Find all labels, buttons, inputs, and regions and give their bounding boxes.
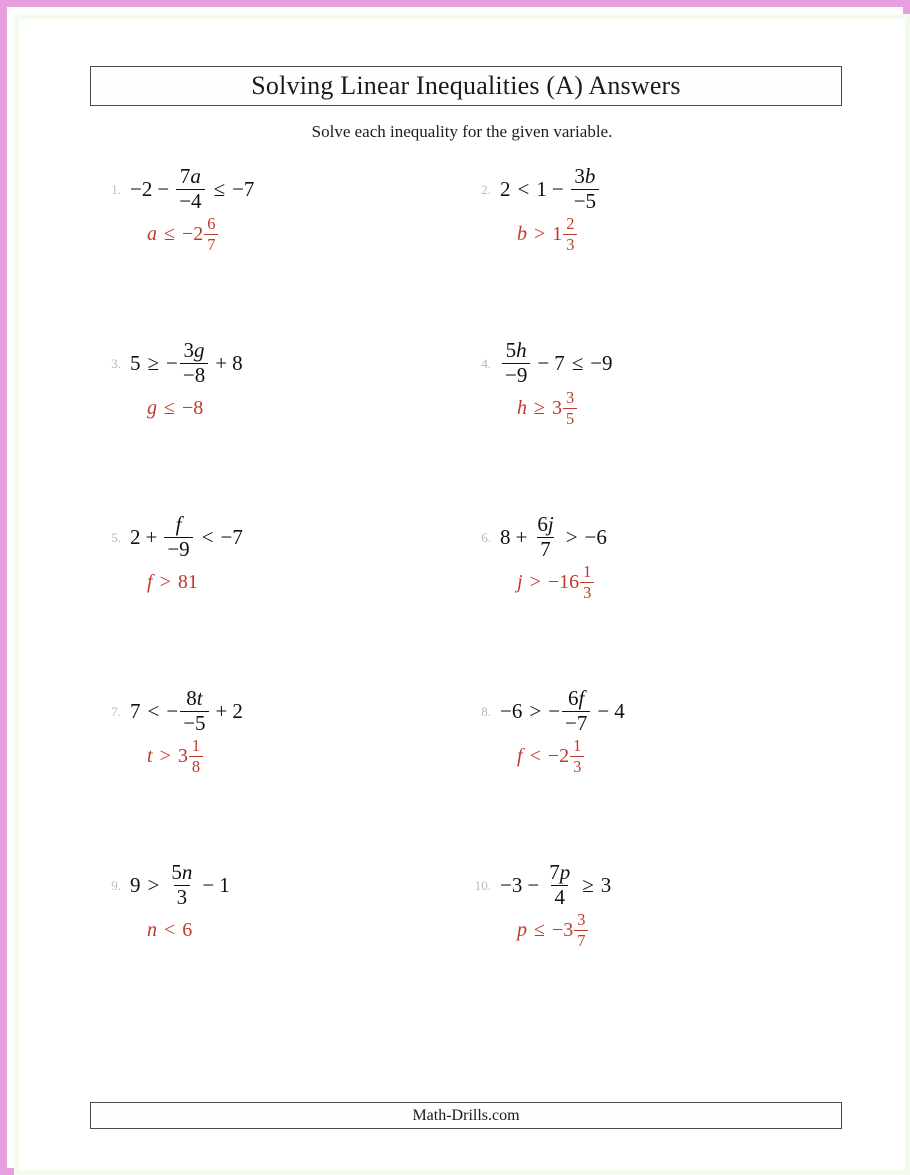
fraction <box>580 563 594 600</box>
title-box <box>90 66 842 106</box>
variable: f <box>147 570 153 593</box>
fraction-numerator: 2 <box>566 214 575 234</box>
problem-number: 9. <box>111 877 121 893</box>
problem-9 <box>87 859 457 953</box>
term: 7 <box>130 698 141 723</box>
relation: > <box>534 222 546 245</box>
variable: b <box>584 163 596 188</box>
expression <box>130 511 243 561</box>
fraction-numerator <box>565 685 587 711</box>
problem-number: 4. <box>481 355 491 371</box>
problem-answer <box>87 907 457 953</box>
problem-number: 3. <box>111 355 121 371</box>
problem-8 <box>457 685 827 779</box>
fraction-denominator: 3 <box>563 234 577 253</box>
whole-part: −3 <box>551 918 574 941</box>
fraction-denominator: −9 <box>164 537 192 561</box>
negated-fraction <box>548 685 592 735</box>
problem-row <box>19 685 905 863</box>
whole-part: −16 <box>547 570 580 593</box>
variable: p <box>559 859 571 884</box>
term: −7 <box>220 524 243 549</box>
variable: a <box>190 163 201 188</box>
footer-attribution: Math-Drills.com <box>412 1106 520 1124</box>
problem-question <box>457 859 827 909</box>
term: 1 <box>219 872 230 897</box>
relation: > <box>159 570 171 593</box>
relation: ≤ <box>164 396 175 419</box>
coefficient: 3 <box>183 337 195 362</box>
fraction <box>563 215 577 252</box>
operator: + <box>145 524 158 549</box>
term: −7 <box>232 176 255 201</box>
fraction-numerator: 1 <box>583 562 592 582</box>
problem-1 <box>87 163 457 257</box>
problem-question <box>457 337 827 387</box>
fraction <box>189 737 203 774</box>
problem-number: 5. <box>111 529 121 545</box>
problem-7 <box>87 685 457 779</box>
problem-3 <box>87 337 457 431</box>
answer-expression <box>517 563 596 600</box>
fraction <box>571 163 599 213</box>
variable: j <box>547 511 554 536</box>
coefficient: 7 <box>549 859 560 884</box>
problem-question <box>87 163 457 213</box>
problem-row <box>19 859 905 1037</box>
fraction <box>164 511 192 561</box>
term: 5 <box>130 350 141 375</box>
negative-sign: − <box>166 698 179 723</box>
variable: j <box>517 570 523 593</box>
fraction-numerator <box>177 163 204 189</box>
variable: a <box>147 222 157 245</box>
fraction-denominator: −4 <box>176 189 204 213</box>
fraction-denominator: 7 <box>204 234 218 253</box>
problem-row <box>19 337 905 515</box>
problem-answer <box>457 559 827 605</box>
operator: + <box>215 350 228 375</box>
term: 2 <box>232 698 243 723</box>
mixed-number <box>548 563 596 600</box>
variable: n <box>147 918 157 941</box>
fraction <box>562 685 590 735</box>
problem-question <box>87 685 457 735</box>
variable: f <box>517 744 523 767</box>
expression <box>500 859 612 909</box>
term: −9 <box>590 350 613 375</box>
problem-answer <box>457 385 827 431</box>
problem-answer <box>87 211 457 257</box>
fraction-denominator: −7 <box>562 711 590 735</box>
term: 7 <box>554 350 565 375</box>
fraction <box>180 337 208 387</box>
negative-sign: − <box>548 698 561 723</box>
operator: − <box>202 872 215 897</box>
whole-part: 3 <box>177 744 188 767</box>
expression <box>130 163 255 213</box>
problem-answer <box>87 733 457 779</box>
problems-grid <box>19 163 905 1037</box>
answer-expression <box>147 571 198 594</box>
relation: < <box>147 698 160 723</box>
problem-question <box>87 511 457 561</box>
problem-row <box>19 163 905 341</box>
term: 2 <box>130 524 141 549</box>
answer-expression <box>517 737 586 774</box>
coefficient: 6 <box>537 511 548 536</box>
fraction-numerator <box>534 511 556 537</box>
relation: ≥ <box>534 396 545 419</box>
answer-expression <box>147 737 205 774</box>
negative-sign: − <box>166 350 178 375</box>
term: 4 <box>614 698 625 723</box>
relation: ≤ <box>571 350 584 375</box>
fraction <box>546 859 573 909</box>
expression <box>500 163 601 213</box>
fraction-numerator: f <box>175 511 182 536</box>
fraction-numerator: 3 <box>565 388 575 408</box>
page-title: Solving Linear Inequalities (A) Answers <box>251 71 681 100</box>
fraction-numerator <box>571 163 598 189</box>
term: 1 <box>536 176 547 201</box>
mixed-number <box>182 215 220 252</box>
problem-answer <box>87 559 457 605</box>
operator: − <box>597 698 610 723</box>
whole-part: −2 <box>181 222 204 245</box>
relation: > <box>529 698 542 723</box>
term: 9 <box>130 872 141 897</box>
problem-number: 1. <box>111 181 121 197</box>
problem-question <box>457 511 827 561</box>
problem-question <box>87 337 457 387</box>
term: 8 <box>500 524 511 549</box>
relation: < <box>201 524 214 549</box>
fraction-denominator: −5 <box>180 711 208 735</box>
problem-6 <box>457 511 827 605</box>
problem-answer <box>87 385 457 431</box>
expression <box>500 511 607 561</box>
mixed-number <box>178 737 205 774</box>
operator: + <box>215 698 228 723</box>
problem-number: 10. <box>474 877 491 893</box>
whole-part: −8 <box>181 396 204 419</box>
problem-2 <box>457 163 827 257</box>
negated-fraction <box>166 685 210 735</box>
relation: ≤ <box>534 918 545 941</box>
problem-5 <box>87 511 457 605</box>
fraction <box>176 163 204 213</box>
variable: n <box>181 859 193 884</box>
variable: h <box>517 396 527 419</box>
problem-question <box>87 859 457 909</box>
operator: − <box>527 872 540 897</box>
fraction-numerator <box>503 337 530 363</box>
fraction-denominator: 3 <box>174 885 191 909</box>
fraction <box>534 511 556 561</box>
variable: h <box>516 337 527 362</box>
fraction-denominator: 8 <box>189 756 203 775</box>
fraction <box>168 859 195 909</box>
operator: − <box>551 176 564 201</box>
fraction-denominator: −9 <box>502 363 530 387</box>
fraction-numerator <box>181 337 208 363</box>
problem-number: 7. <box>111 703 121 719</box>
problem-answer <box>457 733 827 779</box>
fraction-denominator: −8 <box>180 363 208 387</box>
problem-question <box>457 163 827 213</box>
mixed-number <box>552 911 590 948</box>
fraction <box>502 337 530 387</box>
problem-number: 8. <box>481 703 491 719</box>
fraction-denominator: 7 <box>574 930 588 949</box>
fraction-denominator: 3 <box>580 582 594 601</box>
footer-box <box>90 1102 842 1129</box>
variable: f <box>578 685 585 710</box>
relation: < <box>529 744 541 767</box>
relation: ≤ <box>213 176 226 201</box>
fraction-numerator: 6 <box>207 214 216 234</box>
operator: + <box>515 524 528 549</box>
fraction-numerator: 3 <box>577 910 586 930</box>
negated-fraction <box>166 337 210 387</box>
variable: p <box>517 918 527 941</box>
problem-row <box>19 511 905 689</box>
expression <box>130 859 230 909</box>
whole-part: 3 <box>551 396 562 419</box>
relation: < <box>517 176 530 201</box>
coefficient: 6 <box>568 685 579 710</box>
fraction-numerator: 1 <box>573 736 582 756</box>
expression <box>130 685 243 735</box>
problem-number: 6. <box>481 529 491 545</box>
fraction <box>180 685 208 735</box>
expression <box>130 337 243 387</box>
instructions: Solve each inequality for the given variable. <box>311 122 613 141</box>
operator: − <box>537 350 550 375</box>
expression <box>500 685 625 735</box>
relation: < <box>164 918 176 941</box>
fraction-denominator: 3 <box>570 756 584 775</box>
mixed-number <box>548 737 586 774</box>
variable: g <box>147 396 157 419</box>
relation: ≥ <box>582 872 594 897</box>
fraction-denominator: 5 <box>563 408 577 427</box>
fraction <box>574 911 588 948</box>
fraction-numerator <box>183 685 205 711</box>
coefficient: 8 <box>186 685 197 710</box>
fraction <box>563 389 577 426</box>
coefficient: 3 <box>574 163 585 188</box>
term: 2 <box>500 176 511 201</box>
coefficient: 5 <box>505 337 517 362</box>
whole-part: 81 <box>177 570 198 593</box>
fraction <box>204 215 218 252</box>
mixed-number <box>552 215 579 252</box>
fraction-denominator: 7 <box>537 537 554 561</box>
term: −3 <box>500 872 523 897</box>
term: −6 <box>584 524 607 549</box>
problem-number: 2. <box>481 181 491 197</box>
whole-part: 1 <box>552 222 563 245</box>
variable: t <box>196 685 203 710</box>
fraction-denominator: −5 <box>571 189 599 213</box>
term: 8 <box>232 350 243 375</box>
term: 3 <box>600 872 612 897</box>
relation: ≤ <box>164 222 175 245</box>
problem-answer <box>457 211 827 257</box>
fraction-numerator <box>546 859 573 885</box>
answer-expression <box>147 215 220 252</box>
problem-question <box>457 685 827 735</box>
relation: > <box>147 872 160 897</box>
worksheet-sheet <box>19 19 905 1170</box>
problem-10 <box>457 859 827 953</box>
variable: g <box>194 337 205 362</box>
term: −2 <box>130 176 153 201</box>
variable: t <box>147 744 153 767</box>
term: −6 <box>500 698 523 723</box>
fraction <box>570 737 584 774</box>
relation: > <box>529 570 541 593</box>
fraction-denominator: 4 <box>551 885 568 909</box>
relation: > <box>159 744 171 767</box>
whole-part: −2 <box>547 744 570 767</box>
answer-expression <box>517 389 579 426</box>
answer-expression <box>517 215 579 252</box>
answer-expression <box>517 911 590 948</box>
mixed-number <box>552 389 579 426</box>
expression <box>500 337 613 387</box>
answer-expression <box>147 919 192 942</box>
problem-4 <box>457 337 827 431</box>
coefficient: 5 <box>171 859 182 884</box>
fraction-numerator: 1 <box>191 736 201 756</box>
answer-expression <box>147 397 203 420</box>
operator: − <box>157 176 170 201</box>
whole-part: 6 <box>182 918 193 941</box>
relation: > <box>565 524 578 549</box>
problem-answer <box>457 907 827 953</box>
fraction-numerator <box>168 859 195 885</box>
coefficient: 7 <box>179 163 191 188</box>
relation: ≥ <box>147 350 160 375</box>
variable: b <box>517 222 527 245</box>
